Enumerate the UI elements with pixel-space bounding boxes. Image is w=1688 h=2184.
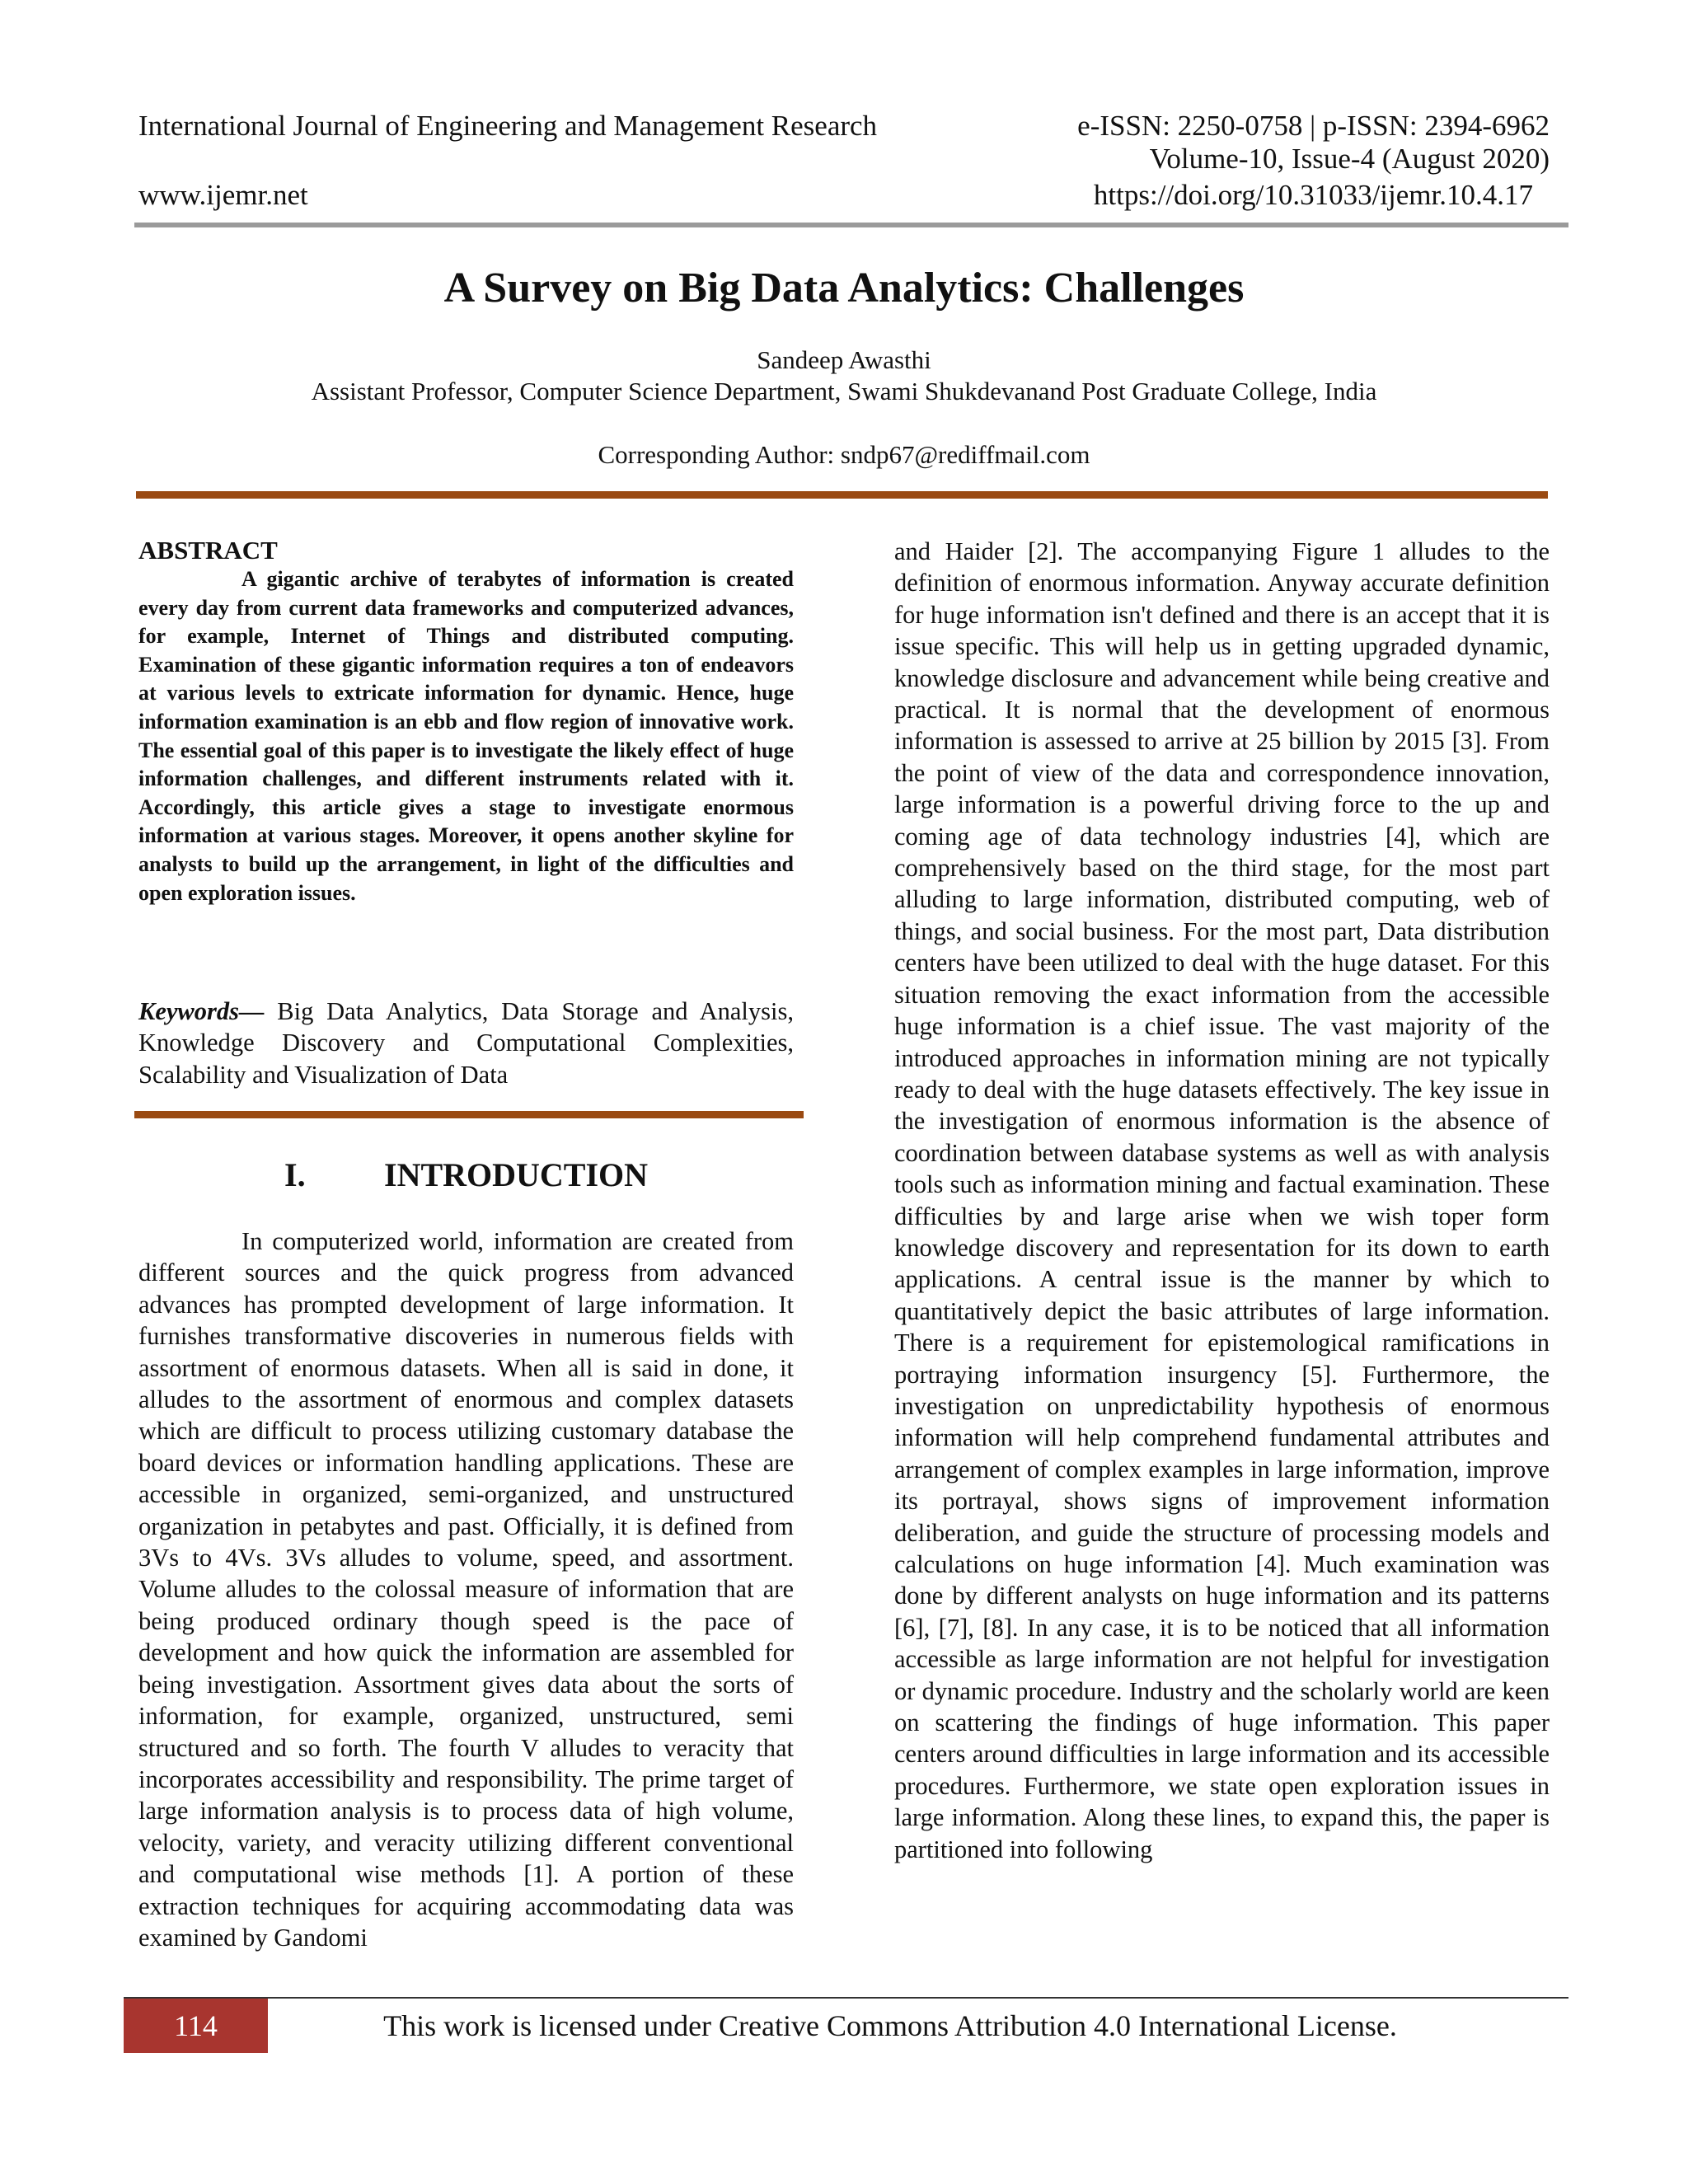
keywords-label: Keywords— — [138, 997, 265, 1025]
intro-left-column — [138, 1226, 794, 1953]
title-divider — [136, 491, 1548, 499]
journal-website[interactable]: www.ijemr.net — [138, 179, 308, 211]
abstract-body: A gigantic archive of terabytes of information is created every day from current data frameworks and computerized advances, for example, Internet of Things and distributed computing. Examination of these gigantic information requires a ton of endeavors at various levels to extricate information for dynamic. Hence, huge information examination is an ebb and flow region of innovative work. The essential goal of this paper is to investigate the likely effect of huge information challenges, and different instruments related with it. Accordingly, this article gives a stage to investigate enormous information at various stages. Moreover, it opens another skyline for analysts to build up the arrangement, in light of the difficulties and open exploration issues. — [138, 567, 794, 905]
header-divider — [134, 223, 1568, 227]
author-name: Sandeep Awasthi — [757, 345, 931, 374]
section-number: I. — [284, 1156, 306, 1193]
doi-link[interactable]: https://doi.org/10.31033/ijemr.10.4.17 — [1093, 179, 1533, 211]
license-notice: This work is licensed under Creative Commons Attribution 4.0 International License. — [383, 2009, 1397, 2042]
author-affiliation: Assistant Professor, Computer Science Department, Swami Shukdevanand Post Graduate College, India — [311, 377, 1377, 405]
volume-line: Volume-10, Issue-4 (August 2020) — [1149, 143, 1550, 175]
section-heading: INTRODUCTION — [384, 1156, 649, 1193]
abstract-section — [138, 536, 794, 907]
page-number: 114 — [124, 1999, 268, 2053]
footer-divider — [124, 1997, 1568, 1999]
journal-name: International Journal of Engineering and Management Research — [138, 110, 878, 142]
issn-line: e-ISSN: 2250-0758 | p-ISSN: 2394-6962 — [1077, 110, 1550, 142]
intro-left-text: In computerized world, information are created from different sources and the quick progress from advanced advances has prompted development of large information. It furnishes transformative discoveries in numerous fields with assortment of enormous datasets. When all is said in done, it alludes to the assortment of enormous and complex datasets which are difficult to process utilizing customary database the board devices or information handling applications. These are accessible in organized, semi-organized, and unstructured organization in petabytes and past. Officially, it is defined from 3Vs to 4Vs. 3Vs alludes to volume, speed, and assortment. Volume alludes to the colossal measure of information that are being produced ordinary though speed is the pace of development and how quick the information are assembled for being investigation. Assortment gives data about the sorts of information, for example, organized, unstructured, semi structured and so forth. The fourth V alludes to veracity that incorporates accessibility and responsibility. The prime target of large information analysis is to process data of high volume, velocity, variety, and veracity utilizing different conventional and computational wise methods [1]. A portion of these extraction techniques for acquiring accommodating data was examined by Gandomi — [138, 1227, 794, 1952]
intro-right-text: and Haider [2]. The accompanying Figure 1 alludes to the definition of enormous information. Anyway accurate definition for huge information isn't defined and there is an accept that it is issue specific. This will help us in getting upgraded dynamic, knowledge disclosure and advancement while being creative and practical. It is normal that the development of enormous information is assessed to arrive at 25 billion by 2015 [3]. From the point of view of the data and correspondence innovation, large information is a powerful driving force to the up and coming age of data technology industries [4], which are comprehensively based on the third stage, for the most part alluding to large information, distributed computing, web of things, and social business. For the most part, Data distribution centers have been utilized to deal with the huge dataset. For this situation removing the exact information from the accessible huge information is a chief issue. The vast majority of the introduced approaches in information mining are not typically ready to deal with the huge datasets effectively. The key issue in the investigation of enormous information is the absence of coordination between database systems as well as with analysis tools such as information mining and factual examination. These difficulties by and large arise when we wish toper form knowledge discovery and representation for its down to earth applications. A central issue is the manner by which to quantitatively depict the basic attributes of large information. There is a requirement for epistemological ramifications in portraying information insurgency [5]. Furthermore, the investigation on unpredictability hypothesis of enormous information will help comprehend fundamental attributes and arrangement of complex examples in large information, improve its portrayal, shows signs of improvement information deliberation, and guide the structure of processing models and calculations on huge information [4]. Much examination was done by different analysts on huge information and its patterns [6], [7], [8]. In any case, it is to be noticed that all information accessible as large information are not helpful for investigation or dynamic procedure. Industry and the scholarly world are keen on scattering the findings of huge information. This paper centers around difficulties in large information and its accessible procedures. Furthermore, we state open exploration issues in large information. Along these lines, to expand this, the paper is partitioned into following — [894, 537, 1550, 1863]
paper-title: A Survey on Big Data Analytics: Challenges — [443, 265, 1245, 312]
abstract-heading: ABSTRACT — [138, 536, 278, 565]
intro-right-column — [894, 536, 1550, 1865]
keywords-divider — [134, 1111, 804, 1118]
corresponding-author: Corresponding Author: sndp67@rediffmail.com — [598, 440, 1090, 469]
keywords-section — [138, 996, 794, 1090]
keywords-text: Big Data Analytics, Data Storage and Analysis, Knowledge Discovery and Computational Complexities, Scalability and Visualization of Data — [138, 997, 794, 1089]
